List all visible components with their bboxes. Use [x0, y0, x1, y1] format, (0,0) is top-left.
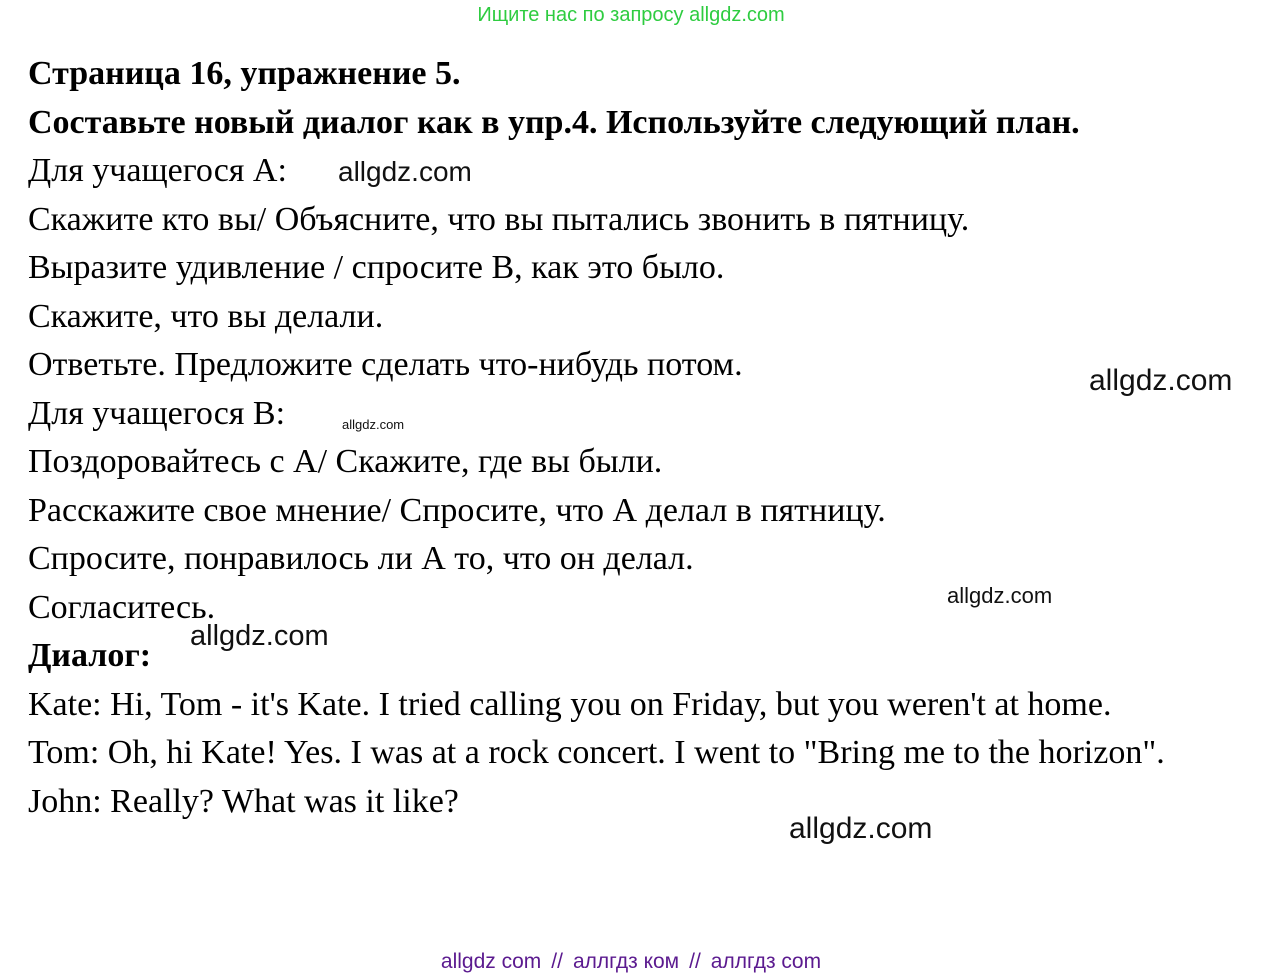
dialogue-line: Kate: Hi, Tom - it's Kate. I tried calling you on Friday, but you weren't at home. — [28, 685, 1112, 723]
student-a-heading: Для учащегося А: — [28, 152, 287, 189]
footer — [0, 948, 1262, 976]
plan-line: Скажите, что вы делали. — [28, 297, 384, 335]
task-instruction: Составьте новый диалог как в упр.4. Используйте следующий план. — [28, 103, 1080, 141]
watermark: allgdz.com — [789, 812, 933, 845]
plan-line: Поздоровайтесь с А/ Скажите, где вы были. — [28, 443, 663, 480]
plan-line: Выразите удивление / спросите В, как это было. — [28, 249, 725, 286]
document-body — [28, 50, 1243, 826]
footer-link[interactable]: allgdz com — [440, 950, 542, 973]
watermark: allgdz.com — [947, 583, 1053, 608]
plan-line: Согласитесь. — [28, 588, 216, 626]
footer-separator: // — [551, 950, 563, 973]
dialogue-heading: Диалог: — [28, 637, 152, 674]
top-banner: Ищите нас по запросу allgdz.com — [477, 4, 785, 26]
plan-line: Ответьте. Предложите сделать что-нибудь потом. — [28, 346, 743, 383]
plan-line: Расскажите свое мнение/ Спросите, что А делал в пятницу. — [28, 491, 886, 529]
footer-link[interactable]: аллгдз ком — [572, 950, 680, 973]
footer-separator: // — [689, 950, 701, 973]
watermark: allgdz.com — [190, 620, 329, 652]
dialogue-line: Tom: Oh, hi Kate! Yes. I was at a rock concert. I went to "Bring me to the horizon". — [28, 734, 1165, 771]
watermark: allgdz.com — [1089, 364, 1233, 397]
watermark: allgdz.com — [342, 417, 405, 432]
footer-link[interactable]: аллгдз com — [710, 950, 822, 973]
plan-line: Спросите, понравилось ли А то, что он делал. — [28, 540, 694, 577]
plan-line: Скажите кто вы/ Объясните, что вы пытались звонить в пятницу. — [28, 200, 970, 238]
watermark: allgdz.com — [338, 156, 472, 187]
page-title: Страница 16, упражнение 5. — [28, 55, 461, 92]
student-b-heading: Для учащегося В: — [28, 394, 286, 432]
dialogue-line: John: Really? What was it like? — [28, 782, 459, 820]
